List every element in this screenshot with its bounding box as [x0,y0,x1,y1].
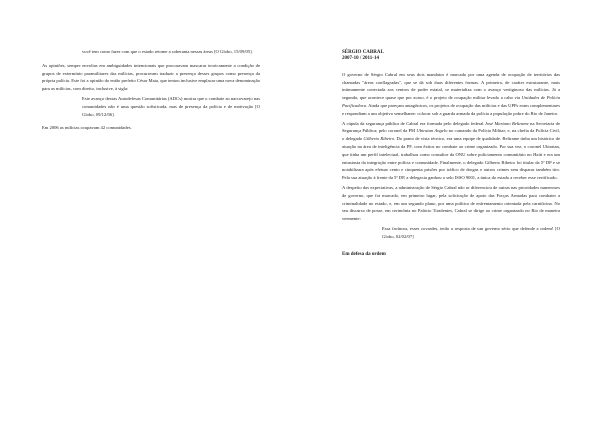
emphasis-text: Unidades de Polícia Pacificadora [342,95,560,108]
left-text-column [42,48,260,134]
emphasis-text: Ubiratan Angelo [416,128,448,134]
paragraph: As opiniões, sempre envoltas em ambiguidades intencionais que procuravam mascarar teoricamente a condição de grupos de extermínio paramilitares das milícias, procuravam traduzir a presença desses grupos como presença da própria polícia. Este foi a opinião do então prefeito César Maia, que tentou inclusive emplacar uma nova denominação para as milícias, com direito, inclusive, à sigla: [42,62,260,92]
block-quote: Este avanço dessas Autodefesas Comunitárias (ADCs) mostra que o combate ao narcovarejo nas comunidades não é uma questão sofisticada, mas de presença da polícia e de motivação [O Globo, 09/12/06]. [82,95,260,117]
emphasis-text: Gilberto Ribeiro [363,136,395,142]
text-run: A cúpula da segurança pública de Cabral era formada pelo delegado federal [342,120,485,126]
section-subheading-2: Em defesa da ordem [342,251,386,257]
text-run: O governo de Sérgio Cabral em seus dois mandatos é marcado por uma agenda de ocupação de territórios das chamadas "áreas conflagradas", que se dá sob duas diferentes formas. A primeira, de caráter estruturante, mais intimamente conectada aos centros de poder estatal, se materializa com o avanço vertiginoso das milícias. Já a segunda, que acontece quase que por acaso, é o projeto de ocupação militar levado a cabo via [342,71,560,101]
emphasis-text: José Mariano Beltrame [484,120,529,126]
right-page [300,0,600,424]
text-run: no comando da Polícia Militar; e, na chefia da Polícia Civil, o delegado [342,128,560,142]
block-quote: Essa facínora, esses covardes, terão a resposta de um governo sério que defende a ordem! [O Globo, 02/02/07] [382,225,560,239]
block-quote: você tem como fazer com que o estado retome a soberania nessas áreas [O Globo, 15/09/05]. [82,49,253,54]
section-heading: SÉRGIO CABRAL [342,50,384,55]
text-run: . Ainda que pareçam antagônicos, os projetos de ocupação das milícias e das UPPs eram complementares e respondiam a um objetivo semelhante: colocar sob a guarda armada da polícia a população pobre do Rio de Janeiro. [342,103,560,116]
paragraph [342,120,560,182]
paragraph [342,71,560,118]
paragraph: Em 2006 as milícias ocupavam 42 comunidades. [42,125,132,131]
text-run: . Do ponto de vista técnico, era uma equipe de qualidade. Beltrame tinha um histórico de atuação na área de inteligência da PF, com êxitos no combate ao crime organizado. Por sua vez, o coronel Ubiratan, que tinha um perfil intelectual, trabalhou como consultor da ONU sobre policiamento comunitário no Haiti e era um entusiasta da integração entre polícia e comunidade. Finalmente, o delegado Gilberto Ribeiro foi titular da 5ª DP e se notabilizara após efetuar cento e cinquenta prisões por tráfico de drogas e outros crimes sem disparar também tiro. Pela sua atuação à frente da 5ª DP, a delegacia ganhou o selo ISSO 9001, a única do estado a receber esse certificado. [342,136,560,181]
paragraph: A despeito das expectativas, a administração de Sérgio Cabral não se diferenciou de outras nas prioridades numeroses de governo, que foi marcado, em primeiro lugar, pela solicitação de apoio das Forças Armadas para combater a criminalidade no estado, e, em um segundo plano, por uma política de enfrentamento orientada pela carnificina. No seu discurso de posse, em cerimônia no Palácio Tiradentes, Cabral se dirige ao crime organizado no Rio de maneira veemente: [342,184,560,222]
text-run: na Secretaria de Segurança Pública; pelo coronel da PM [342,120,560,134]
right-text-column [342,50,560,260]
section-subheading: 2007-10 / 2011-14 [342,56,379,62]
